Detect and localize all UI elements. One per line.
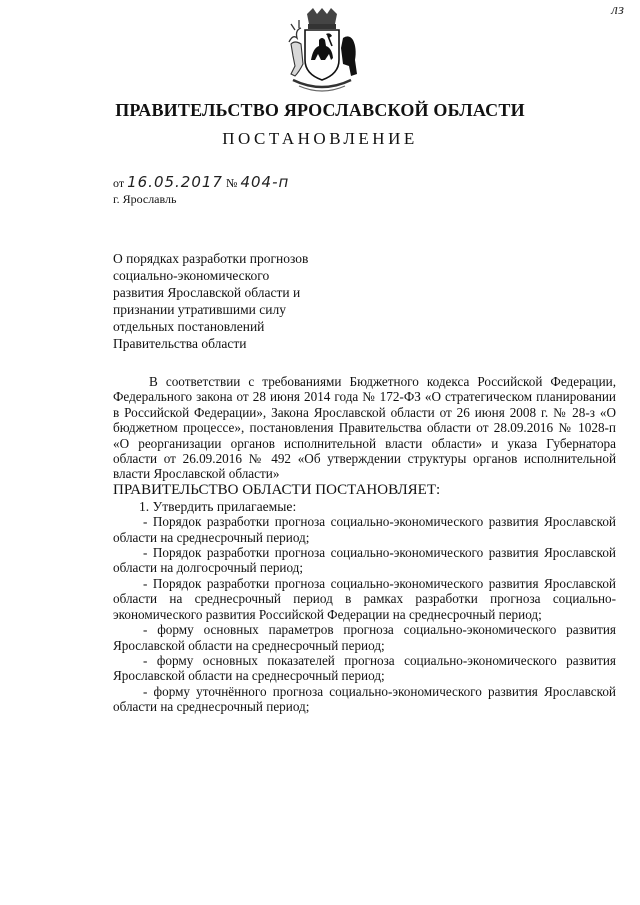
clause-1: 1. Утвердить прилагаемые:	[139, 498, 297, 514]
document-city: г. Ярославль	[113, 192, 177, 206]
list-item: - Порядок разработки прогноза социально-экономического развития Ярославской области на среднесрочный период;	[113, 514, 616, 545]
document-date: 16.05.2017	[127, 173, 223, 191]
subject-line: признании утратившими силу	[113, 302, 286, 317]
document-body	[113, 374, 616, 715]
subject-line: О порядках разработки прогнозов	[113, 251, 309, 266]
document-subject	[113, 250, 373, 352]
preamble-paragraph: В соответствии с требованиями Бюджетного кодекса Российской Федерации, Федерального закона от 28 июня 2014 года № 172-ФЗ «О стратегическом планировании в Российской Федерации», Закона Ярославской области от 26 июня 2008 г. № 28-з «О бюджетном процессе», постановления Правительства области от 28.09.2016 № 1028-п «О реорганизации органов исполнительной власти области» и указа Губернатора области от 26.09.2016 № 492 «Об утверждении структуры органов исполнительной власти Ярославской области»	[113, 374, 616, 482]
document-number: 404-п	[240, 173, 290, 191]
list-item: - форму основных показателей прогноза социально-экономического развития Ярославской области на среднесрочный период;	[113, 652, 616, 684]
subject-line: отдельных постановлений	[113, 319, 265, 334]
list-item: - Порядок разработки прогноза социально-экономического развития Ярославской области на долгосрочный период;	[113, 545, 616, 576]
date-number-line	[113, 174, 289, 191]
subject-line: развития Ярославской области и	[113, 285, 301, 300]
corner-handwritten-mark: лз	[611, 2, 624, 18]
date-prefix: от	[113, 176, 125, 190]
document-type-title: ПОСТАНОВЛЕНИЕ	[222, 129, 418, 148]
list-item: - форму уточнённого прогноза социально-экономического развития Ярославской области на среднесрочный период;	[113, 683, 616, 715]
subject-line: социально-экономического	[113, 268, 270, 283]
list-item: - Порядок разработки прогноза социально-экономического развития Ярославской области на среднесрочный период в рамках разработки прогноза социально-экономического развития Российской Федерации на среднесрочный период;	[113, 575, 616, 622]
coat-of-arms-bear-icon	[285, 8, 359, 94]
government-title: ПРАВИТЕЛЬСТВО ЯРОСЛАВСКОЙ ОБЛАСТИ	[115, 100, 525, 120]
number-prefix: №	[225, 176, 238, 190]
list-item: - форму основных параметров прогноза социально-экономического развития Ярославской области на среднесрочный период;	[113, 622, 616, 653]
document-meta	[113, 174, 289, 207]
resolves-heading: ПРАВИТЕЛЬСТВО ОБЛАСТИ ПОСТАНОВЛЯЕТ:	[113, 481, 441, 498]
subject-line: Правительства области	[113, 336, 247, 351]
